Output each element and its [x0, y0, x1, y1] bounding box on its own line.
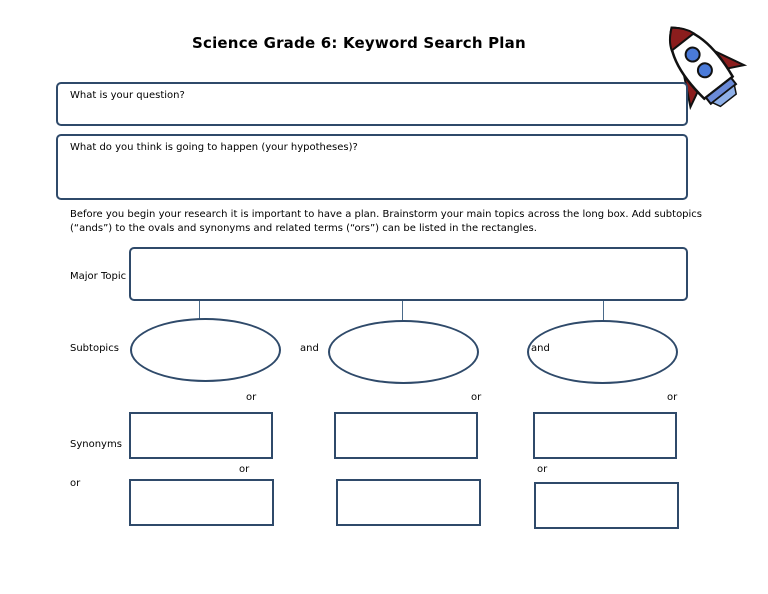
hypotheses-box[interactable] — [56, 134, 688, 200]
synonym-box-3[interactable] — [533, 412, 677, 459]
synonym-box-4[interactable] — [129, 479, 274, 526]
or-label-1: or — [246, 392, 257, 403]
connector-line-2 — [402, 301, 403, 321]
subtopic-oval-1[interactable] — [130, 318, 281, 382]
instructions-text: Before you begin your research it is important to have a plan. Brainstorm your main topics across the long box. Add subtopics (“ands”) to the ovals and synonyms and related terms (“ors”) can be listed in the rectangles. — [70, 209, 703, 234]
synonym-box-5[interactable] — [336, 479, 481, 526]
hypotheses-label: What do you think is going to happen (your hypotheses)? — [70, 142, 358, 153]
major-topic-label: Major Topic — [70, 271, 127, 282]
and-label-1: and — [300, 343, 319, 354]
or-label-6: or — [70, 478, 81, 489]
page-title: Science Grade 6: Keyword Search Plan — [192, 34, 526, 52]
synonym-box-2[interactable] — [334, 412, 478, 459]
and-label-2: and — [531, 343, 550, 354]
question-label: What is your question? — [70, 90, 185, 101]
or-label-5: or — [537, 464, 548, 475]
subtopics-label: Subtopics — [70, 343, 119, 354]
question-box[interactable] — [56, 82, 688, 126]
or-label-2: or — [471, 392, 482, 403]
or-label-3: or — [667, 392, 678, 403]
synonyms-label: Synonyms — [70, 439, 122, 450]
or-label-4: or — [239, 464, 250, 475]
major-topic-box[interactable] — [129, 247, 688, 301]
synonym-box-1[interactable] — [129, 412, 273, 459]
subtopic-oval-2[interactable] — [328, 320, 479, 384]
synonym-box-6[interactable] — [534, 482, 679, 529]
connector-line-3 — [603, 301, 604, 321]
